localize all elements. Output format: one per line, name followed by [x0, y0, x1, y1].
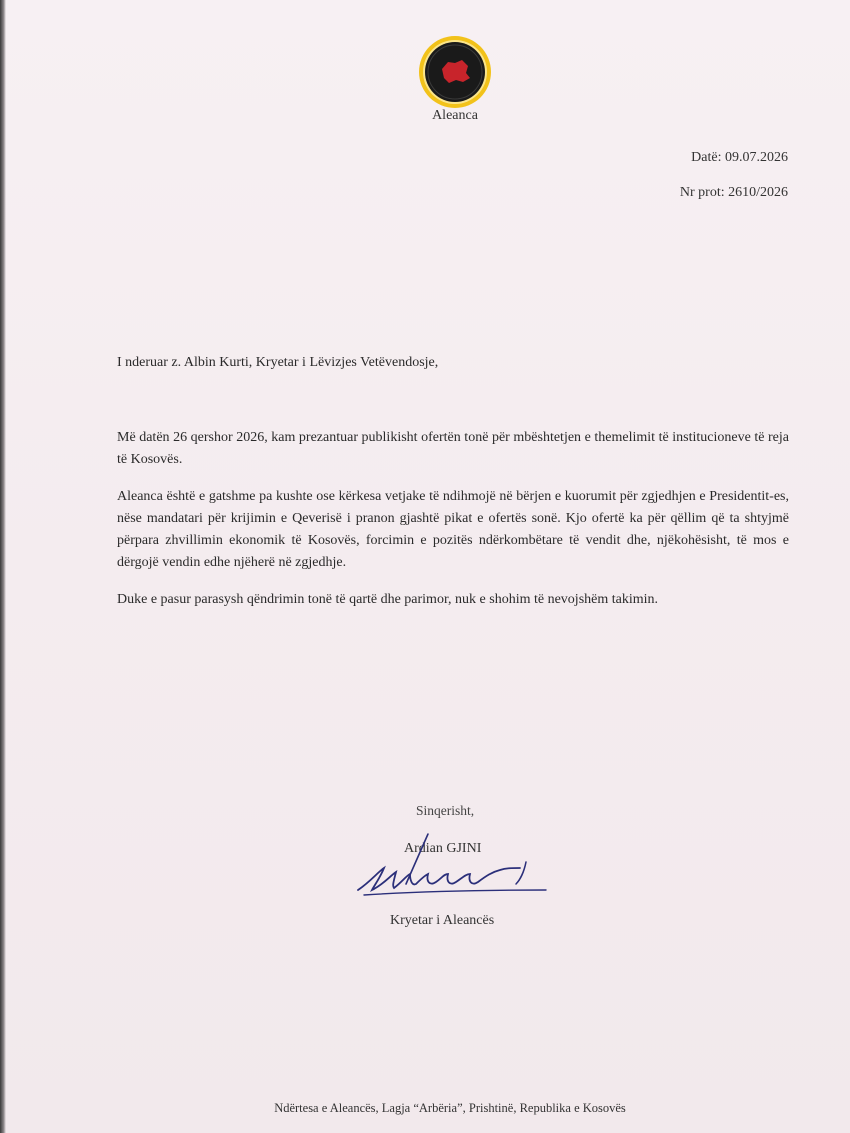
paragraph-2: Aleanca është e gatshme pa kushte ose kërkesa vetjake të ndihmojë në bërjen e kuorumit për zgjedhjen e Presidentit-es, nëse mandatari për krijimin e Qeverisë i pranon gjashtë pikat e ofertës sonë. Kjo ofertë ka për qëllim që ta shtyjmë përpara zhvillimin ekonomik të Kosovës, forcimin e pozitës ndërkombëtare të vendit dhe, njëkohësisht, të mos e dërgojë vendin edhe njëherë në zgjedhje.	[117, 489, 789, 570]
letter-date: Datë: 09.07.2026	[691, 150, 788, 165]
paragraph-3: Duke e pasur parasysh qëndrimin tonë të qartë dhe parimor, nuk e shohim të nevojshëm takimin.	[117, 592, 659, 607]
handwritten-signature	[350, 832, 550, 904]
protocol-number: Nr prot: 2610/2026	[679, 185, 788, 200]
organization-name: Aleanca	[432, 108, 478, 123]
signer-name: Ardian GJINI	[404, 841, 482, 856]
signer-title: Kryetar i Aleancës	[390, 913, 495, 928]
scan-edge-shadow	[0, 0, 6, 1133]
salutation: I nderuar z. Albin Kurti, Kryetar i Lëvizjes Vetëvendosje,	[117, 355, 439, 370]
footer-address: Ndërtesa e Aleancës, Lagja “Arbëria”, Prishtinë, Republika e Kosovës	[274, 1101, 626, 1115]
closing: Sinqerisht,	[416, 803, 475, 818]
paragraph-1: Më datën 26 qershor 2026, kam prezantuar publikisht ofertën tonë për mbështetjen e themelimit të institucioneve të reja të Kosovës.	[117, 430, 789, 467]
aleanca-logo	[418, 35, 492, 109]
